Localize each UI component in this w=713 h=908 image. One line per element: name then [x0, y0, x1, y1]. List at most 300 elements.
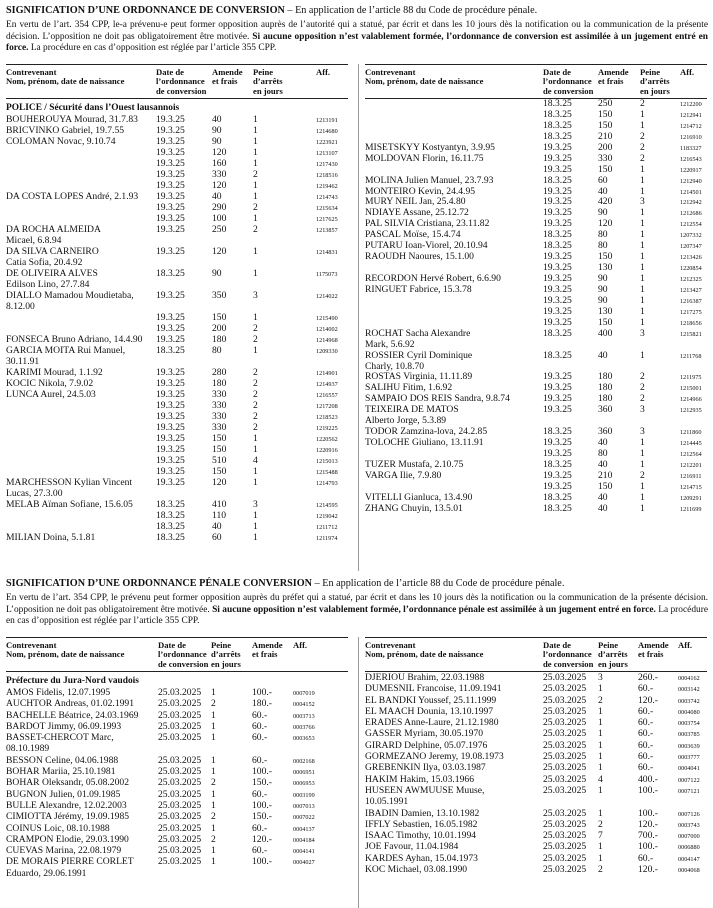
cell-amende: 330	[212, 400, 227, 411]
cell-date: 19.3.25	[156, 477, 185, 488]
table-row	[6, 499, 348, 510]
cell-peine: 2	[640, 469, 645, 481]
cell-date: 18.3.25	[543, 98, 572, 109]
cell-peine: 1	[253, 136, 258, 147]
cell-amende: 100.-	[638, 841, 658, 853]
contrevenant-name-line2: Lucas, 27.3.00	[6, 488, 63, 499]
cell-date: 25.03.2025	[543, 672, 587, 683]
table-row	[6, 710, 348, 721]
cell-date: 18.3.25	[543, 502, 572, 514]
cell-date: 19.3.25	[543, 393, 572, 405]
cell-date: 25.03.2025	[158, 732, 202, 744]
header-aff: Aff.	[316, 67, 331, 77]
table-row	[6, 721, 348, 732]
contrevenant-name: TUZER Mustafa, 2.10.75	[365, 458, 464, 470]
table-row	[6, 334, 348, 345]
table-row	[365, 438, 707, 449]
cell-date: 19.3.25	[156, 125, 185, 136]
cell-peine: 2	[211, 833, 216, 845]
cell-date: 18.3.25	[543, 349, 572, 361]
contrevenant-name: CUEVAS Marina, 22.08.1979	[6, 845, 122, 857]
cell-date: 19.3.25	[156, 169, 185, 180]
cell-amende: 60.-	[252, 754, 268, 766]
cell-peine: 1	[640, 240, 645, 252]
table-row	[6, 400, 348, 411]
header-amende: Amende et frais	[638, 640, 669, 660]
cell-date: 25.03.2025	[543, 807, 587, 819]
cell-amende: 180	[212, 334, 227, 345]
cell-date: 19.3.25	[543, 152, 572, 164]
contrevenant-name: AUCHTOR Andreas, 01.02.1991	[6, 698, 135, 710]
cell-amende: 290	[212, 202, 227, 213]
cell-date: 19.3.25	[156, 389, 185, 400]
contrevenant-name: DA ROCHA ALMEIDA	[6, 224, 101, 235]
header-peine: Peine d’arrêts en jours	[640, 67, 670, 96]
cell-date: 18.3.25	[543, 119, 572, 131]
cell-aff: 1212325	[680, 276, 702, 283]
contrevenant-name-line2: Edilson Lino, 27.7.84	[6, 279, 90, 290]
cell-date: 19.3.25	[543, 141, 572, 153]
table-row	[365, 853, 707, 864]
cell-date: 25.03.2025	[158, 720, 202, 732]
table-row	[6, 845, 348, 856]
cell-date: 25.03.2025	[158, 766, 202, 778]
contrevenant-name: DA SILVA CARNEIRO	[6, 246, 99, 257]
cell-amende: 360	[598, 404, 613, 416]
cell-aff: 0004184	[293, 836, 315, 844]
cell-aff: 0004068	[678, 867, 700, 875]
table-row	[365, 165, 707, 176]
cell-amende: 150	[212, 466, 227, 477]
column-divider	[358, 64, 359, 571]
table-row	[6, 800, 348, 811]
cell-aff: 1207332	[680, 232, 702, 240]
cell-amende: 510	[212, 455, 227, 466]
cell-amende: 40	[212, 191, 222, 202]
table-row	[365, 504, 707, 515]
contrevenant-name: MELAB Aïman Sofiane, 15.6.05	[6, 499, 133, 510]
contrevenant-name: GORMEZANO Jeremy, 19.08.1973	[365, 751, 504, 763]
cell-amende: 150	[598, 480, 613, 492]
cell-date: 19.3.25	[156, 114, 185, 125]
cell-aff: 0004027	[293, 859, 315, 867]
header-amende: Amende et frais	[252, 640, 283, 660]
cell-date: 25.03.2025	[158, 822, 202, 834]
cell-peine: 1	[253, 213, 258, 224]
cell-date: 25.03.2025	[543, 683, 587, 695]
cell-amende: 40	[212, 114, 222, 125]
cell-aff: 1215488	[316, 469, 338, 476]
table-row	[6, 755, 348, 766]
table-row	[6, 422, 348, 433]
cell-amende: 100.-	[638, 807, 658, 819]
cell-peine: 3	[640, 196, 645, 208]
cell-date: 18.3.25	[156, 499, 185, 510]
cell-amende: 210	[598, 469, 613, 481]
cell-date: 25.03.2025	[543, 773, 587, 785]
cell-amende: 120.-	[638, 694, 658, 706]
cell-aff: 1214595	[316, 502, 338, 509]
table-header	[6, 68, 348, 98]
cell-amende: 90	[212, 136, 222, 147]
table-row	[365, 329, 707, 351]
contrevenant-name-line2: Charly, 10.8.70	[365, 360, 425, 372]
cell-aff: 0003142	[678, 686, 700, 694]
contrevenant-name: MILIAN Doina, 5.1.81	[6, 532, 96, 543]
cell-peine: 1	[640, 349, 645, 361]
cell-aff: 1212200	[680, 101, 702, 108]
contrevenant-name-line2: Micael, 6.8.94	[6, 235, 62, 246]
cell-aff: 1214002	[316, 326, 338, 333]
cell-aff: 1212940	[680, 177, 702, 185]
cell-peine: 1	[253, 433, 258, 444]
table-row	[365, 785, 707, 808]
cell-peine: 1	[253, 532, 258, 543]
cell-amende: 120.-	[638, 864, 658, 876]
cell-aff: 0002168	[293, 757, 315, 765]
cell-amende: 250	[598, 98, 613, 109]
cell-aff: 1214715	[680, 483, 702, 491]
cell-peine: 1	[211, 687, 216, 698]
cell-amende: 280	[212, 367, 227, 378]
header-amende: Amende et frais	[598, 67, 629, 87]
cell-amende: 100.-	[638, 784, 658, 796]
cell-amende: 150.-	[252, 777, 272, 789]
cell-aff: 0007022	[293, 814, 315, 822]
table-row	[365, 864, 707, 875]
cell-amende: 410	[212, 499, 227, 510]
contrevenant-name: PAL SILVIA Cristiana, 23.11.82	[365, 218, 490, 230]
contrevenant-name: ROSTAS Virginia, 11.11.89	[365, 371, 473, 383]
column-divider	[358, 637, 359, 908]
header-date: Date de l’ordonnance de conversion	[543, 640, 594, 669]
cell-aff: 0003785	[678, 731, 700, 739]
cell-aff: 1175073	[316, 271, 338, 278]
cell-date: 19.3.25	[543, 480, 572, 492]
cell-peine: 1	[253, 477, 258, 488]
cell-amende: 40	[598, 502, 608, 514]
cell-amende: 260.-	[638, 672, 658, 683]
cell-date: 18.3.25	[543, 130, 572, 142]
table-row	[365, 471, 707, 482]
cell-aff: 1212942	[680, 199, 702, 207]
cell-date: 19.3.25	[543, 218, 572, 230]
cell-date: 19.3.25	[156, 367, 185, 378]
contrevenant-name-line2: 30.11.91	[6, 356, 40, 367]
cell-date: 25.03.2025	[158, 833, 202, 845]
cell-peine: 3	[640, 327, 645, 339]
table-row	[6, 789, 348, 800]
cell-date: 25.03.2025	[543, 762, 587, 774]
contrevenant-name: KOCIC Nikola, 7.9.02	[6, 378, 94, 389]
cell-date: 25.03.2025	[158, 698, 202, 710]
cell-date: 18.3.25	[543, 108, 572, 120]
cell-date: 19.3.25	[543, 207, 572, 219]
contrevenant-name: BESSON Celine, 04.06.1988	[6, 754, 119, 766]
cell-aff: 1212686	[680, 210, 702, 218]
cell-date: 19.3.25	[156, 180, 185, 191]
cell-aff: 1218656	[680, 319, 702, 327]
cell-amende: 180	[598, 382, 613, 394]
cell-date: 19.3.25	[156, 455, 185, 466]
contrevenant-name: ERADES Anne-Laure, 21.12.1980	[365, 717, 499, 729]
cell-peine: 2	[253, 202, 258, 213]
cell-peine: 2	[598, 864, 603, 876]
contrevenant-name: BULLE Alexandre, 12.02.2003	[6, 799, 127, 811]
cell-date: 25.03.2025	[543, 739, 587, 751]
cell-peine: 1	[253, 246, 258, 257]
cell-peine: 1	[211, 766, 216, 778]
cell-aff: 0003777	[678, 754, 700, 762]
cell-amende: 60.-	[252, 709, 268, 721]
cell-peine: 1	[640, 294, 645, 306]
cell-peine: 2	[640, 371, 645, 383]
contrevenant-name: HUSEEN AWMUUSE Muuse,	[365, 784, 485, 796]
cell-aff: 0004152	[293, 701, 315, 709]
cell-aff: 1216557	[316, 392, 338, 399]
contrevenant-name: KOC Michael, 03.08.1990	[365, 864, 468, 876]
cell-aff: 0004162	[678, 675, 700, 682]
cell-amende: 200	[598, 141, 613, 153]
cell-aff: 1211974	[316, 535, 338, 542]
cell-aff: 1220916	[316, 447, 338, 454]
group-heading: Préfecture du Jura-Nord vaudois	[6, 676, 139, 686]
cell-peine: 1	[640, 218, 645, 230]
cell-amende: 180	[212, 378, 227, 389]
cell-aff: 1213426	[680, 254, 702, 262]
cell-peine: 1	[640, 262, 645, 274]
table-row	[365, 706, 707, 717]
cell-aff: 1220917	[680, 166, 702, 174]
cell-date: 19.3.25	[543, 316, 572, 328]
cell-date: 25.03.2025	[543, 841, 587, 853]
table-row	[6, 136, 348, 147]
cell-amende: 90	[598, 207, 608, 219]
table-row	[6, 323, 348, 334]
table-row	[6, 169, 348, 180]
cell-aff: 1211975	[680, 374, 702, 382]
cell-aff: 1212941	[680, 111, 702, 119]
cell-peine: 3	[640, 404, 645, 416]
cell-peine: 1	[211, 709, 216, 721]
cell-aff: 1216910	[680, 133, 702, 141]
cell-aff: 0006951	[293, 769, 315, 777]
cell-peine: 7	[598, 830, 603, 842]
cell-aff: 0003743	[678, 821, 700, 829]
cell-aff: 0007013	[293, 802, 315, 810]
contrevenant-name: IFFLY Sebastien, 16.05.1982	[365, 818, 478, 830]
contrevenant-name-line2: Eduardo, 29.06.1991	[6, 867, 87, 879]
cell-peine: 1	[640, 185, 645, 197]
cell-peine: 2	[253, 422, 258, 433]
cell-date: 25.03.2025	[158, 777, 202, 789]
table-row	[365, 99, 707, 110]
cell-aff: 1214445	[680, 440, 702, 448]
cell-amende: 250	[212, 224, 227, 235]
cell-date: 25.03.2025	[158, 811, 202, 823]
cell-peine: 2	[253, 367, 258, 378]
cell-peine: 2	[253, 224, 258, 235]
cell-aff: 0003713	[293, 712, 315, 720]
cell-aff: 1218516	[316, 172, 338, 179]
contrevenant-name: EL MAACH Dounia, 13.10.1997	[365, 705, 494, 717]
cell-amende: 120	[212, 180, 227, 191]
cell-date: 25.03.2025	[543, 818, 587, 830]
cell-peine: 2	[253, 323, 258, 334]
table-row	[365, 774, 707, 785]
cell-amende: 60.-	[638, 751, 654, 763]
cell-aff: 1213427	[680, 286, 702, 294]
section1-left-table	[6, 64, 348, 543]
table-row	[365, 695, 707, 706]
table-row	[6, 433, 348, 444]
header-aff: Aff.	[680, 67, 695, 77]
cell-amende: 60.-	[638, 762, 654, 774]
cell-aff: 0003199	[293, 791, 315, 799]
cell-amende: 90	[598, 294, 608, 306]
cell-peine: 1	[598, 705, 603, 717]
contrevenant-name: SAMPAIO DOS REIS Sandra, 9.8.74	[365, 393, 510, 405]
cell-date: 19.3.25	[156, 202, 185, 213]
cell-date: 19.3.25	[543, 196, 572, 208]
cell-date: 19.3.25	[156, 213, 185, 224]
contrevenant-name-line2: 8.12.00	[6, 301, 35, 312]
cell-peine: 1	[640, 305, 645, 317]
table-row	[6, 367, 348, 378]
header-date: Date de l’ordonnance de conversion	[156, 67, 207, 96]
cell-aff: 1219462	[316, 183, 338, 190]
cell-date: 18.3.25	[156, 510, 185, 521]
cell-peine: 1	[640, 448, 645, 460]
cell-date: 18.3.25	[156, 268, 185, 279]
contrevenant-name: MOLINA Julien Manuel, 23.7.93	[365, 174, 494, 186]
cell-aff: 0003639	[678, 742, 700, 750]
cell-peine: 1	[253, 158, 258, 169]
cell-peine: 1	[598, 784, 603, 796]
cell-aff: 1211712	[316, 524, 338, 531]
cell-peine: 1	[253, 147, 258, 158]
cell-amende: 330	[598, 152, 613, 164]
table-header	[365, 641, 707, 671]
cell-aff: 0004041	[678, 765, 700, 773]
table-row	[6, 466, 348, 477]
cell-peine: 2	[253, 169, 258, 180]
cell-date: 19.3.25	[543, 283, 572, 295]
cell-amende: 100	[212, 213, 227, 224]
contrevenant-name: BOHAR Oleksandr, 05.08.2002	[6, 777, 129, 789]
table-row	[365, 296, 707, 307]
contrevenant-name-line2: 08.10.1989	[6, 743, 50, 755]
cell-aff: 1213191	[316, 117, 338, 124]
table-row	[6, 268, 348, 290]
contrevenant-name: MOLDOVAN Florin, 16.11.75	[365, 152, 484, 164]
cell-amende: 110	[212, 510, 227, 521]
cell-aff: 0006880	[678, 844, 700, 852]
cell-peine: 1	[211, 856, 216, 868]
cell-amende: 100.-	[252, 799, 272, 811]
cell-amende: 700.-	[638, 830, 658, 842]
cell-amende: 100.-	[252, 766, 272, 778]
cell-aff: 0007019	[293, 690, 315, 697]
cell-date: 19.3.25	[156, 147, 185, 158]
cell-peine: 1	[640, 316, 645, 328]
table-row	[365, 740, 707, 751]
cell-peine: 1	[640, 502, 645, 514]
cell-date: 25.03.2025	[543, 694, 587, 706]
contrevenant-name: BRICVINKO Gabriel, 19.7.55	[6, 125, 125, 136]
cell-aff: 1223921	[316, 139, 338, 146]
table-row	[6, 510, 348, 521]
cell-peine: 1	[253, 521, 258, 532]
cell-date: 19.3.25	[543, 371, 572, 383]
contrevenant-name: GASSER Myriam, 30.05.1970	[365, 728, 484, 740]
cell-peine: 1	[253, 268, 258, 279]
section2-left-table	[6, 637, 348, 879]
cell-amende: 80	[598, 448, 608, 460]
contrevenant-name: TEIXEIRA DE MATOS	[365, 404, 459, 416]
cell-peine: 2	[598, 818, 603, 830]
cell-aff: 1215001	[680, 385, 702, 393]
contrevenant-name: PUTARU Ioan-Viorel, 20.10.94	[365, 240, 488, 252]
cell-amende: 330	[212, 169, 227, 180]
cell-aff: 0007126	[678, 810, 700, 818]
contrevenant-name: MONTEIRO Kevin, 24.4.95	[365, 185, 476, 197]
cell-peine: 3	[640, 426, 645, 438]
cell-aff: 0003653	[293, 735, 315, 743]
cell-peine: 1	[211, 788, 216, 800]
cell-amende: 150	[598, 108, 613, 120]
section2-intro: En vertu de l’art. 354 CPP, le prévenu peut former opposition auprès du préfet qui a statué, par écrit et dans les 10 jours dès la notification ou la communication de la présente décision. L’opposition ne doit pas obligatoirement être motivée. Si aucune opposition n’est valablement formée, l’ordonnance pénale est assimilée à un jugement entré en force. La procédure en cas d’opposition est réglée par l’article 355 CPP.	[6, 593, 708, 627]
cell-date: 18.3.25	[543, 426, 572, 438]
cell-aff: 0004141	[293, 848, 315, 856]
header-amende: Amende et frais	[212, 67, 243, 87]
cell-date: 25.03.2025	[543, 830, 587, 842]
cell-peine: 1	[640, 437, 645, 449]
cell-aff: 1216911	[680, 472, 702, 480]
contrevenant-name: VARGA Ilie, 7.9.80	[365, 469, 442, 481]
cell-amende: 60.-	[638, 705, 654, 717]
contrevenant-name: VITELLI Gianluca, 13.4.90	[365, 491, 473, 503]
cell-amende: 350	[212, 290, 227, 301]
contrevenant-name: DJERIOU Brahim, 22.03.1988	[365, 672, 485, 683]
contrevenant-name: BUGNON Julien, 01.09.1985	[6, 788, 121, 800]
cell-peine: 4	[598, 773, 603, 785]
table-top-rule	[365, 64, 707, 65]
contrevenant-name: BASSET-CHERCOT Marc,	[6, 732, 114, 744]
contrevenant-name: LUNCA Aurel, 24.5.03	[6, 389, 96, 400]
table-row	[6, 224, 348, 246]
cell-peine: 2	[253, 389, 258, 400]
cell-aff: 1214901	[316, 370, 338, 377]
cell-peine: 1	[640, 458, 645, 470]
cell-date: 18.3.25	[543, 174, 572, 186]
cell-peine: 1	[640, 480, 645, 492]
header-name: Contrevenant Nom, prénom, date de naissance	[6, 640, 125, 660]
cell-aff: 1211768	[680, 352, 702, 360]
cell-date: 25.03.2025	[158, 799, 202, 811]
cell-peine: 2	[211, 777, 216, 789]
cell-amende: 90	[598, 283, 608, 295]
header-name: Contrevenant Nom, prénom, date de naissance	[365, 67, 484, 87]
cell-peine: 1	[253, 510, 258, 521]
cell-amende: 210	[598, 130, 613, 142]
cell-aff: 1212201	[680, 461, 702, 469]
cell-date: 19.3.25	[156, 312, 185, 323]
cell-aff: 1214831	[316, 249, 338, 256]
table-row	[6, 312, 348, 323]
cell-peine: 1	[211, 732, 216, 744]
cell-amende: 150	[598, 119, 613, 131]
